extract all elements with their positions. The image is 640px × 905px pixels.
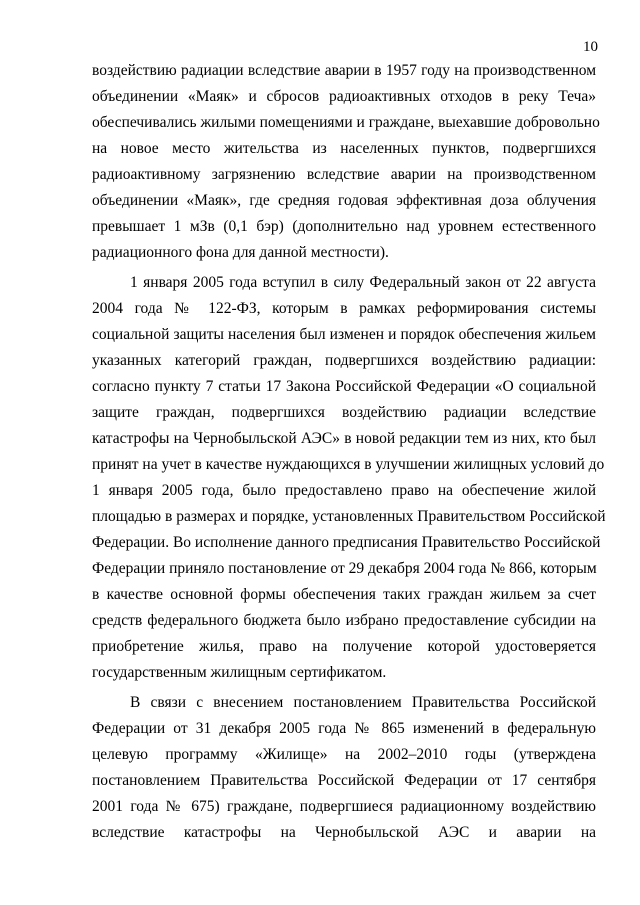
text-line: воздействию радиации вследствие аварии в 1957 году на производственном [92, 62, 596, 79]
text-line: 1 января 2005 года вступил в силу Федеральный закон от 22 августа [130, 274, 596, 291]
text-line: радиоактивному загрязнению вследствие аварии на производственном [92, 166, 596, 183]
text-line: 1 января 2005 года, было предоставлено право на обеспечение жилой [92, 482, 596, 499]
text-line: согласно пункту 7 статьи 17 Закона Российской Федерации «О социальной [92, 378, 596, 395]
text-line: катастрофы на Чернобыльской АЭС» в новой редакции тем из них, кто был [92, 430, 596, 447]
text-line: вследствие катастрофы на Чернобыльской АЭС и аварии на [92, 824, 596, 841]
text-line: приобретение жилья, право на получение которой удостоверяется [92, 638, 596, 655]
text-line: защите граждан, подвергшихся воздействию радиации вследствие [92, 404, 596, 421]
text-line: Федерации приняло постановление от 29 декабря 2004 года № 866, которым [92, 560, 597, 577]
text-line: на новое место жительства из населенных пунктов, подвергшихся [92, 140, 596, 157]
text-line: в качестве основной формы обеспечения таких граждан жильем за счет [92, 586, 596, 603]
text-line: объединении «Маяк», где средняя годовая эффективная доза облучения [92, 192, 596, 209]
paragraph-2 [92, 270, 606, 686]
text-line: Федерации от 31 декабря 2005 года № 865 изменений в федеральную [92, 720, 596, 737]
text-line: В связи с внесением постановлением Правительства Российской [130, 694, 596, 711]
text-line: социальной защиты населения был изменен и порядок обеспечения жильем [92, 326, 596, 343]
text-line: средств федерального бюджета было избрано предоставление субсидии на [92, 612, 596, 629]
text-line: целевую программу «Жилище» на 2002–2010 годы (утверждена [92, 746, 596, 763]
paragraph-3 [92, 690, 596, 846]
text-line: принят на учет в качестве нуждающихся в улучшении жилищных условий до [92, 456, 605, 473]
text-line: указанных категорий граждан, подвергшихся воздействию радиации: [92, 352, 596, 369]
text-line: 2001 года № 675) граждане, подвергшиеся радиационному воздействию [92, 798, 596, 815]
text-line: постановлением Правительства Российской Федерации от 17 сентября [92, 772, 596, 789]
text-line: радиационного фона для данной местности). [92, 244, 389, 261]
text-line: площадью в размерах и порядке, установленных Правительством Российской [92, 508, 606, 525]
page-number: 10 [583, 39, 598, 55]
text-line: превышает 1 мЗв (0,1 бэр) (дополнительно над уровнем естественного [92, 218, 596, 235]
paragraph-1 [92, 58, 600, 266]
text-line: 2004 года № 122-ФЗ, которым в рамках реформирования системы [92, 300, 596, 317]
text-line: Федерации. Во исполнение данного предписания Правительство Российской [92, 534, 601, 551]
document-body [92, 58, 606, 850]
text-line: обеспечивались жилыми помещениями и граждане, выехавшие добровольно [92, 114, 600, 131]
text-line: государственным жилищным сертификатом. [92, 664, 387, 681]
text-line: объединении «Маяк» и сбросов радиоактивных отходов в реку Теча» [92, 88, 596, 105]
